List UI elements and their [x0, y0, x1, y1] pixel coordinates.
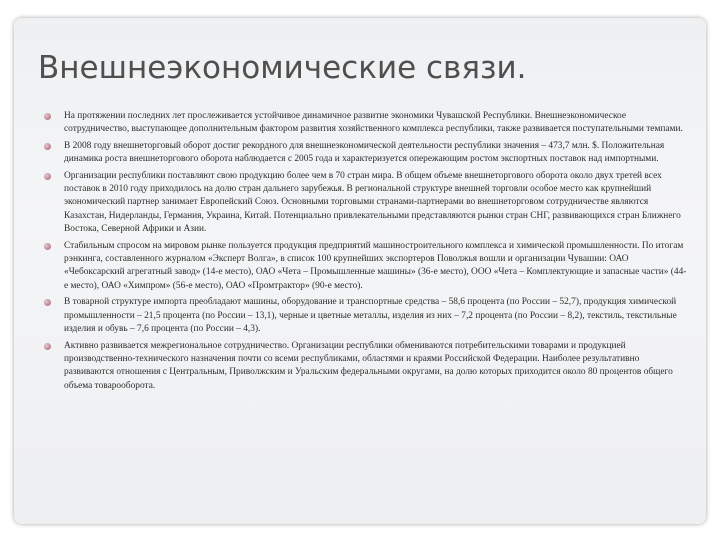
bullet-text: В 2008 году внешнеторговый оборот достиг рекордного для внешнеэкономической деятельности республики значения – 473,7 млн. $. Положительная динамика роста внешнеторгового оборота наблюдается с 2005 года и характеризуется опережающим ростом экспортных поставок над импортными. — [64, 140, 665, 165]
bullet-item — [44, 170, 690, 237]
slide-title: Внешнеэкономические связи. — [38, 50, 527, 86]
bullet-icon — [44, 343, 51, 350]
bullet-icon — [44, 143, 51, 150]
bullet-icon — [44, 299, 51, 306]
bullet-item — [44, 140, 690, 167]
bullet-text: Активно развивается межрегиональное сотрудничество. Организации республики обмениваются потребительскими товарами и продукцией производственно-технического назначения почти со всеми республиками, областями и краями Российской Федерации. Наиболее результативно развиваются отношения с Центральным, Приволжским и Уральским федеральными округами, на долю которых приходится около 80 процентов общего объема товарооборота. — [64, 340, 673, 391]
bullet-item — [44, 296, 690, 336]
bullet-icon — [44, 113, 51, 120]
bullet-icon — [44, 243, 51, 250]
bullet-text: Стабильным спросом на мировом рынке пользуется продукция предприятий машиностроительного комплекса и химической промышленности. По итогам рэнкинга, составленного журналом «Эксперт Волга», в список 100 крупнейших экспортеров Поволжья вошли и организации Чувашии: ОАО «Чебоксарский агрегатный завод» (14-е место), ОАО «Чета – Промышленные машины» (36-е место), ООО «Чета – Комплектующие и запасные части» (44-е место), ОАО «Химпром» (56-е место), ОАО «Промтрактор» (90-е место). — [64, 240, 687, 291]
bullet-list — [44, 110, 690, 396]
bullet-item — [44, 240, 690, 294]
bullet-text: На протяжении последних лет прослеживается устойчивое динамичное развитие экономики Чувашской Республики. Внешнеэкономическое сотрудничество, выступающее дополнительным фактором развития хозяйственного комплекса республики, также развивается поступательными темпами. — [64, 111, 683, 135]
bullet-item — [44, 110, 690, 137]
bullet-icon — [44, 173, 51, 180]
bullet-text: Организации республики поставляют свою продукцию более чем в 70 стран мира. В общем объеме внешнеторгового оборота около двух третей всех поставок в 2010 году приходилось на долю стран дальнего зарубежья. В региональной структуре внешней торговли особое место как крупнейший экономический партнер занимает Европейский Союз. Основными торговыми странами-партнерами во внешнеторговом сотрудничестве являются Казахстан, Нидерланды, Германия, Украина, Китай. Потенциально привлекательными представляются рынки стран СНГ, развивающихся стран Ближнего Востока, Северной Африки и Азии. — [64, 170, 681, 235]
bullet-item — [44, 340, 690, 394]
bullet-text: В товарной структуре импорта преобладают машины, оборудование и транспортные средства – 58,6 процента (по России – 52,7), продукция химической промышленности – 21,5 процента (по России – 13,1), черные и цветные металлы, изделия из них – 7,2 процента (по России – 8,2), текстиль, текстильные изделия и обувь – 7,6 процента (по России – 4,3). — [64, 297, 677, 335]
